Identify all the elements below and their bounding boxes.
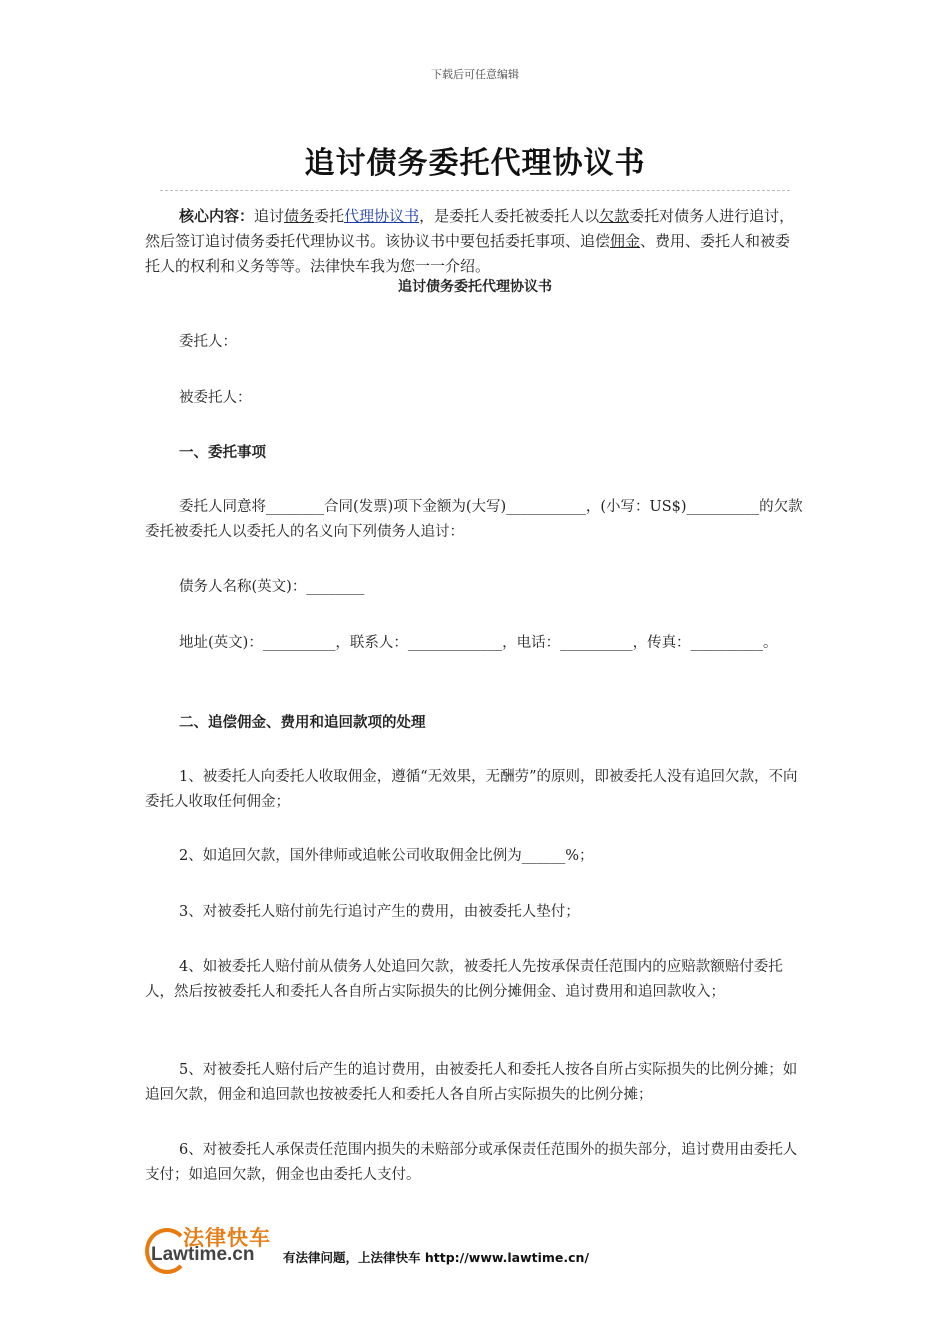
footer-banner bbox=[145, 1222, 795, 1272]
clause-item: 6、对被委托人承保责任范围内损失的未赔部分或承保责任范围外的损失部分，追讨费用由委托人支付；如追回欠款，佣金也由委托人支付。 bbox=[145, 1142, 798, 1183]
summary-text: 、费用、委托人和被委托人的权利和义务等等。法律快车我为您一一介绍。 bbox=[145, 232, 791, 275]
debtor-name-field: 债务人名称(英文)：________ bbox=[179, 579, 365, 595]
summary-text: 委托对债务人进行追讨，然后签订追讨债务委托代理协议书。该协议书中要包括委托事项、追偿 bbox=[145, 207, 795, 250]
agency-agreement-link[interactable]: 代理协议书 bbox=[344, 207, 420, 225]
agent-field: 被委托人： bbox=[179, 390, 252, 406]
clause-item: 2、如追回欠款，国外律师或追帐公司收取佣金比例为______%； bbox=[179, 848, 594, 864]
logo-chinese-text: 法律快车 bbox=[183, 1226, 271, 1250]
title-divider bbox=[160, 190, 790, 191]
clause-item: 1、被委托人向委托人收取佣金，遵循“无效果，无酬劳”的原则，即被委托人没有追回欠款，不向委托人收取任何佣金； bbox=[145, 769, 798, 810]
footer-slogan[interactable]: 有法律问题，上法律快车 http://www.lawtime.cn/ bbox=[283, 1250, 590, 1265]
summary-label: 核心内容： bbox=[179, 207, 255, 225]
summary-text: 委托 bbox=[314, 207, 345, 225]
summary-text: 追讨 bbox=[254, 207, 285, 225]
summary-paragraph bbox=[145, 204, 805, 279]
clause-item: 4、如被委托人赔付前从债务人处追回欠款，被委托人先按承保责任范围内的应赔款额赔付委托人，然后按被委托人和委托人各自所占实际损失的比例分摊佣金、追讨费用和追回款收入； bbox=[145, 959, 783, 1000]
logo-english-text: Lawtime.cn bbox=[151, 1244, 255, 1265]
document-title: 追讨债务委托代理协议书 bbox=[304, 146, 646, 181]
entrustment-paragraph: 委托人同意将________合同(发票)项下金额为(大写)___________，(小写：US$)__________的欠款委托被委托人以委托人的名义向下列债务人追讨： bbox=[145, 499, 803, 540]
keyword-debt[interactable]: 债务 bbox=[284, 207, 315, 225]
keyword-arrears[interactable]: 欠款 bbox=[599, 207, 630, 225]
summary-text: ，是委托人委托被委托人以 bbox=[419, 207, 600, 225]
keyword-commission[interactable]: 佣金 bbox=[610, 232, 641, 250]
section-heading-commission: 二、追偿佣金、费用和追回款项的处理 bbox=[179, 715, 426, 731]
section-heading-entrustment: 一、委托事项 bbox=[179, 445, 266, 461]
header-note: 下载后可任意编辑 bbox=[431, 68, 519, 81]
address-contact-paragraph: 地址(英文)：__________，联系人：_____________，电话：__________，传真：__________。 bbox=[179, 635, 778, 651]
agreement-subtitle: 追讨债务委托代理协议书 bbox=[398, 279, 552, 295]
principal-field: 委托人： bbox=[179, 334, 237, 350]
clause-item: 3、对被委托人赔付前先行追讨产生的费用，由被委托人垫付； bbox=[179, 904, 580, 920]
clause-item: 5、对被委托人赔付后产生的追讨费用，由被委托人和委托人按各自所占实际损失的比例分摊；如追回欠款，佣金和追回款也按被委托人和委托人各自所占实际损失的比例分摊； bbox=[145, 1062, 798, 1103]
